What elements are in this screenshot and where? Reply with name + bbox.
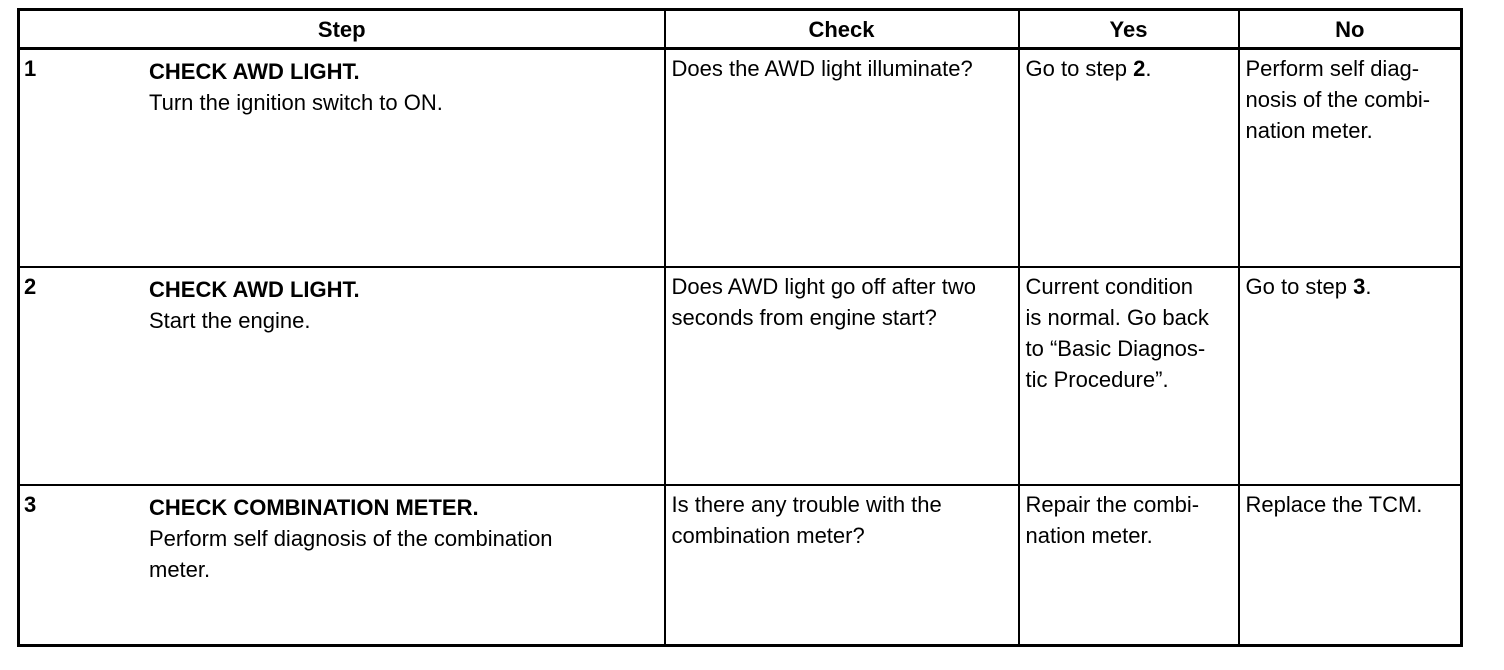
table-row [19,49,1462,268]
header-row [19,10,1462,49]
step-title: CHECK COMBINATION METER. [149,495,479,520]
table-row [19,267,1462,485]
no-text-line: Perform self diag- [1245,56,1420,81]
header-no: No [1239,10,1462,49]
check-text-line: seconds from engine start? [671,305,937,330]
yes-cell [1019,485,1239,646]
step-description-line: Perform self diagnosis of the combination [149,526,553,551]
no-cell [1239,267,1462,485]
check-text-line: Does AWD light go off after two [671,274,976,299]
header-yes: Yes [1019,10,1239,49]
header-check: Check [665,10,1019,49]
table-row [19,485,1462,646]
check-cell [665,485,1019,646]
yes-text-line: is normal. Go back [1025,305,1209,330]
check-text: Does the AWD light illuminate? [671,56,973,81]
no-text: Go to step [1245,274,1354,299]
step-title: CHECK AWD LIGHT. [149,277,360,302]
step-title: CHECK AWD LIGHT. [149,59,360,84]
yes-text-line: tic Procedure”. [1025,367,1169,392]
step-cell [19,485,665,646]
no-text: Replace the TCM. [1245,492,1423,517]
check-text-line: combination meter? [671,523,865,548]
yes-text: Go to step [1025,56,1134,81]
yes-text-line: Current condition [1025,274,1194,299]
step-description-line: meter. [149,557,211,582]
step-number: 3 [24,492,37,517]
step-cell [19,49,665,268]
no-cell [1239,49,1462,268]
step-number: 1 [24,56,37,81]
check-cell [665,49,1019,268]
diagnostic-table [17,8,1463,647]
no-suffix: . [1365,274,1372,299]
yes-text-line: nation meter. [1025,523,1153,548]
no-text-line: nosis of the combi- [1245,87,1431,112]
check-cell [665,267,1019,485]
header-step: Step [19,10,665,49]
yes-suffix: . [1145,56,1152,81]
step-cell [19,267,665,485]
yes-text-line: to “Basic Diagnos- [1025,336,1206,361]
step-description: Turn the ignition switch to ON. [149,90,443,115]
step-description: Start the engine. [149,308,311,333]
check-text-line: Is there any trouble with the [671,492,942,517]
yes-text-line: Repair the combi- [1025,492,1200,517]
step-reference: 3 [1353,274,1366,299]
no-text-line: nation meter. [1245,118,1373,143]
yes-cell [1019,267,1239,485]
yes-cell [1019,49,1239,268]
no-cell [1239,485,1462,646]
step-number: 2 [24,274,37,299]
step-reference: 2 [1133,56,1146,81]
